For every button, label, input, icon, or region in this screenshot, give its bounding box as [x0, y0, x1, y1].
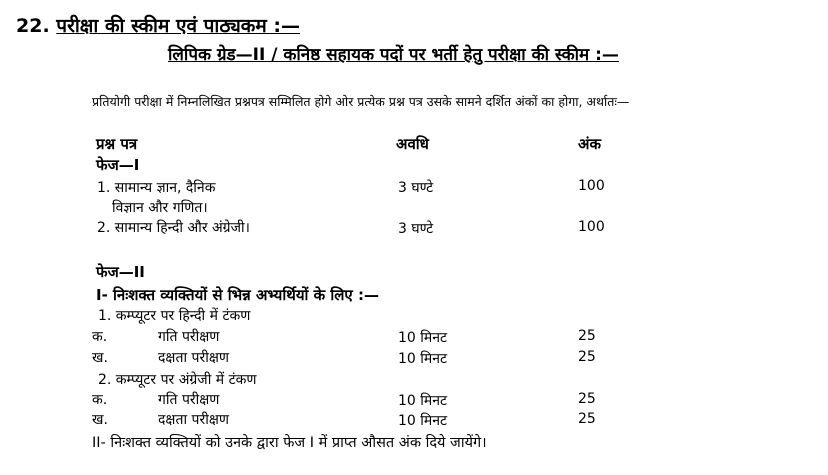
phase1-paper1-duration: 3 घण्टे [398, 180, 434, 196]
column-header-marks: अंक [578, 135, 601, 153]
group1-row2-test: दक्षता परीक्षण [158, 350, 229, 366]
scheme-subheading: लिपिक ग्रेड—II / कनिष्ठ सहायक पदों पर भर्ती हेतु परीक्षा की स्कीम :— [168, 45, 619, 65]
group2-row2-label: ख. [92, 412, 108, 428]
group1-row2-label: ख. [92, 350, 108, 366]
group2-row2-duration: 10 मिनट [398, 413, 448, 429]
group1-row2-duration: 10 मिनट [398, 351, 448, 367]
phase2-title: फेज—II [96, 263, 145, 281]
phase1-paper1-line1: 1. सामान्य ज्ञान, दैनिक [97, 180, 216, 196]
group1-row1-label: क. [92, 329, 108, 345]
phase1-paper2: 2. सामान्य हिन्दी और अंग्रेजी। [97, 220, 250, 236]
phase1-paper2-marks: 100 [578, 219, 605, 235]
column-header-duration: अवधि [396, 135, 429, 153]
group2-title: 2. कम्प्यूटर पर अंग्रेजी में टंकण [98, 372, 257, 388]
phase2-section1-title: I- निःशक्त व्यक्तियों से भिन्न अभ्यर्थियों के लिए :— [96, 286, 379, 304]
phase1-paper1-marks: 100 [578, 178, 605, 194]
intro-paragraph: प्रतियोगी परीक्षा में निम्नलिखित प्रश्नपत्र सम्मिलित होगे ओर प्रत्येक प्रश्न पत्र उसके सामने दर्शित अंकों का होगा, अर्थातः— [92, 94, 630, 109]
phase1-title: फेज—I [96, 156, 140, 174]
group2-row2-test: दक्षता परीक्षण [158, 412, 229, 428]
group1-row1-marks: 25 [578, 328, 596, 344]
group2-row2-marks: 25 [578, 411, 596, 427]
phase2-section2-note: II- निःशक्त व्यक्तियों को उनके द्वारा फेज I में प्राप्त औसत अंक दिये जायेंगे। [92, 435, 487, 451]
group2-row1-label: क. [92, 392, 108, 408]
group2-row1-test: गति परीक्षण [158, 392, 220, 408]
group2-row1-duration: 10 मिनट [398, 393, 448, 409]
group1-row1-test: गति परीक्षण [158, 329, 220, 345]
section-number: 22. [16, 15, 50, 37]
section-heading [16, 12, 300, 38]
group1-row2-marks: 25 [578, 349, 596, 365]
column-header-paper: प्रश्न पत्र [96, 135, 138, 153]
group1-title: 1. कम्प्यूटर पर हिन्दी में टंकण [98, 308, 251, 324]
group1-row1-duration: 10 मिनट [398, 330, 448, 346]
section-title: परीक्षा की स्कीम एवं पाठ्यकम :— [56, 15, 300, 37]
phase1-paper1-line2: विज्ञान और गणित। [112, 200, 208, 216]
phase1-paper2-duration: 3 घण्टे [398, 221, 434, 237]
group2-row1-marks: 25 [578, 391, 596, 407]
